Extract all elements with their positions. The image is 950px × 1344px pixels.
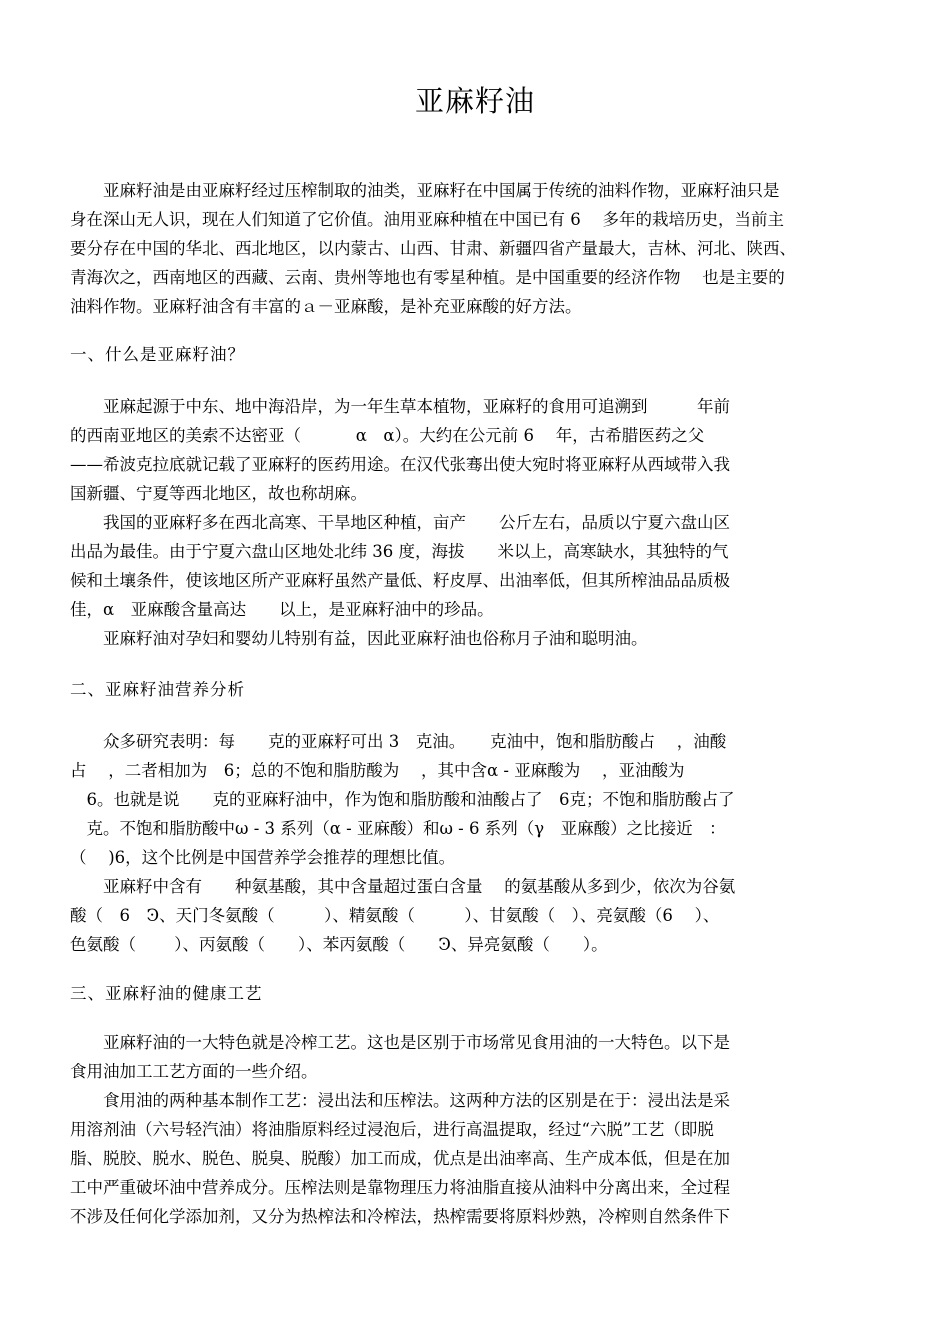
text-line: 克。不饱和脂肪酸中ω - 3 系列（α - 亚麻酸）和ω - 6 系列（γ 亚麻酸）之比接近 ： xyxy=(70,819,726,838)
text-line: （ )6，这个比例是中国营养学会推荐的理想比值。 xyxy=(70,848,456,867)
page-title: 亚麻籽油 xyxy=(414,84,535,118)
section-heading-1: 一、什么是亚麻籽油？ xyxy=(70,345,245,364)
text-line: 亚麻籽中含有 种氨基酸，其中含量超过蛋白含量 的氨基酸从多到少，依次为谷氨 xyxy=(70,877,736,896)
text-line: 酸（ 6 Ͽ、天门冬氨酸（ ）、精氨酸（ ）、甘氨酸（ ）、亮氨酸（6 ）、 xyxy=(70,906,720,925)
text-line: 要分存在中国的华北、西北地区，以内蒙古、山西、甘肃、新疆四省产量最大，吉林、河北、陕西、 xyxy=(70,239,796,258)
text-line: 色氨酸（ ）、丙氨酸（ ）、苯丙氨酸（ Ͽ、异亮氨酸（ ）。 xyxy=(70,935,608,954)
text-line: 众多研究表明：每 克的亚麻籽可出 3 克油。 克油中，饱和脂肪酸占 ，油酸 xyxy=(70,732,727,751)
text-line: 亚麻起源于中东、地中海沿岸，为一年生草本植物，亚麻籽的食用可追溯到 年前 xyxy=(70,397,730,416)
text-line: 亚麻籽油的一大特色就是冷榨工艺。这也是区别于市场常见食用油的一大特色。以下是 xyxy=(70,1033,730,1052)
text-line: 佳，α 亚麻酸含量高达 以上，是亚麻籽油中的珍品。 xyxy=(70,600,494,619)
text-line: 油料作物。亚麻籽油含有丰富的ａ－亚麻酸，是补充亚麻酸的好方法。 xyxy=(70,297,582,316)
section-heading-2: 二、亚麻籽油营养分析 xyxy=(70,680,245,699)
text-line: 亚麻籽油是由亚麻籽经过压榨制取的油类，亚麻籽在中国属于传统的油料作物，亚麻籽油只是 xyxy=(70,181,780,200)
text-line: 身在深山无人识，现在人们知道了它价值。油用亚麻种植在中国已有 6 多年的栽培历史，当前主 xyxy=(70,210,784,229)
text-line: 的西南亚地区的美索不达密亚（ α α）。大约在公元前 6 年，古希腊医药之父 xyxy=(70,426,705,445)
intro-paragraph xyxy=(70,176,882,321)
section-3-body xyxy=(70,1028,882,1231)
text-line: 食用油加工工艺方面的一些介绍。 xyxy=(70,1062,318,1081)
section-1-body xyxy=(70,392,882,653)
text-line: 不涉及任何化学添加剂，又分为热榨法和冷榨法，热榨需要将原料炒熟，冷榨则自然条件下 xyxy=(70,1207,730,1226)
section-2-body xyxy=(70,727,882,959)
text-line: 用溶剂油（六号轻汽油）将油脂原料经过浸泡后，进行高温提取，经过“六脱”工艺（即脱 xyxy=(70,1120,714,1139)
section-heading-3: 三、亚麻籽油的健康工艺 xyxy=(70,984,263,1003)
text-line: 出品为最佳。由于宁夏六盘山区地处北纬 36 度，海拔 米以上，高寒缺水，其独特的气 xyxy=(70,542,729,561)
text-line: ——希波克拉底就记载了亚麻籽的医药用途。在汉代张骞出使大宛时将亚麻籽从西域带入我 xyxy=(70,455,730,474)
text-line: 脂、脱胶、脱水、脱色、脱臭、脱酸）加工而成，优点是出油率高、生产成本低，但是在加 xyxy=(70,1149,730,1168)
text-line: 食用油的两种基本制作工艺：浸出法和压榨法。这两种方法的区别是在于：浸出法是采 xyxy=(70,1091,730,1110)
text-line: 占 ，二者相加为 6；总的不饱和脂肪酸为 ，其中含α - 亚麻酸为 ，亚油酸为 xyxy=(70,761,685,780)
text-line: 6。也就是说 克的亚麻籽油中，作为饱和脂肪酸和油酸占了 6克；不饱和脂肪酸占了 xyxy=(70,790,735,809)
text-line: 候和土壤条件，使该地区所产亚麻籽虽然产量低、籽皮厚、出油率低，但其所榨油品品质极 xyxy=(70,571,730,590)
text-line: 国新疆、宁夏等西北地区，故也称胡麻。 xyxy=(70,484,367,503)
text-line: 我国的亚麻籽多在西北高寒、干旱地区种植，亩产 公斤左右，品质以宁夏六盘山区 xyxy=(70,513,730,532)
text-line: 青海次之，西南地区的西藏、云南、贵州等地也有零星种植。是中国重要的经济作物 也是主要的 xyxy=(70,268,785,287)
text-line: 工中严重破坏油中营养成分。压榨法则是靠物理压力将油脂直接从油料中分离出来，全过程 xyxy=(70,1178,730,1197)
text-line: 亚麻籽油对孕妇和婴幼儿特别有益，因此亚麻籽油也俗称月子油和聪明油。 xyxy=(70,629,648,648)
